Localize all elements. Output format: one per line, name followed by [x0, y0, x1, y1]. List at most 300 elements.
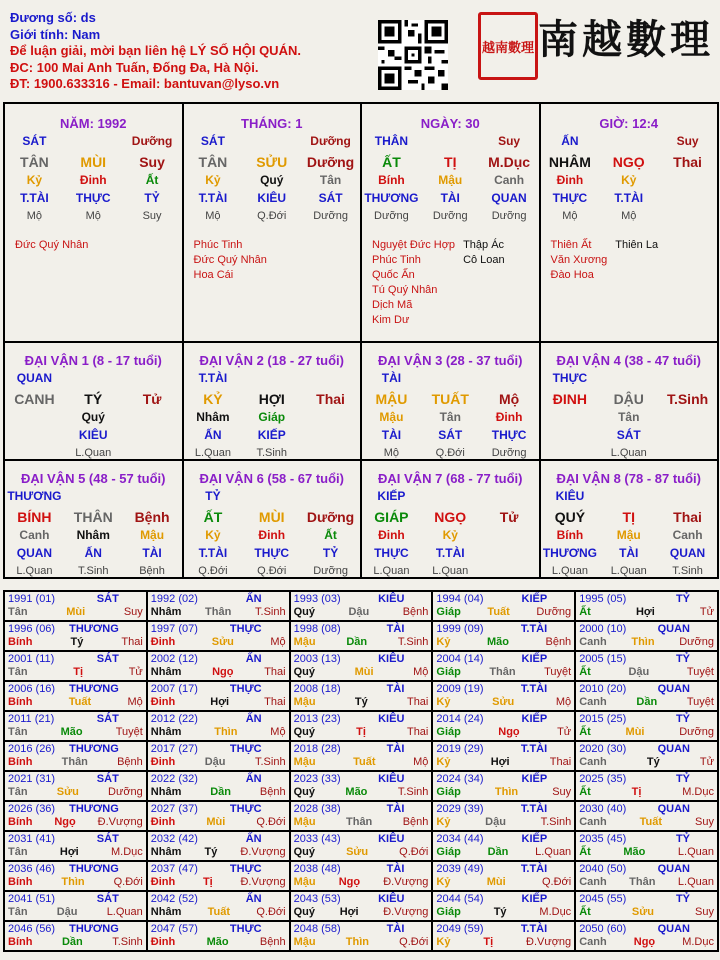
dai-van-row-hidden [541, 410, 718, 425]
year-cell[interactable] [290, 771, 433, 801]
year-line-2 [294, 846, 429, 859]
year-stem: Ất [579, 666, 591, 678]
year-cell[interactable] [432, 861, 575, 891]
year-stem: Tân [8, 846, 28, 858]
dai-van-top-2 [599, 489, 658, 504]
pillar-row-top [184, 134, 361, 149]
pillar-title: THÁNG: 1 [241, 116, 303, 131]
year-cell[interactable] [290, 681, 433, 711]
year-phase: Bệnh [117, 756, 143, 768]
year-line-1 [294, 593, 429, 606]
year-cell[interactable] [147, 891, 290, 921]
dai-van-top-2 [242, 489, 301, 504]
dai-van-hidden-3 [480, 528, 539, 543]
dai-van-hidden-2: Nhâm [76, 528, 110, 542]
dai-van-6 [183, 460, 362, 578]
year-god: TỶ [675, 653, 690, 665]
year-phase: T.Sinh [540, 816, 572, 828]
pillar-phase-1: Mộ [26, 210, 43, 222]
year-line-2 [151, 696, 286, 709]
dai-van-row-hidden [184, 528, 361, 543]
year-cell[interactable] [4, 741, 147, 771]
year-stem: Quý [293, 726, 315, 738]
pillar-top-1: ẤN [561, 134, 579, 148]
year-line-1 [151, 683, 286, 696]
year-phase: Q.Đới [113, 876, 143, 888]
year-cell[interactable] [4, 621, 147, 651]
year-god: TÀI [386, 743, 405, 755]
year-line-2 [436, 816, 571, 829]
year-label: 1999 (09) [436, 623, 484, 635]
year-cell[interactable] [432, 801, 575, 831]
year-line-2 [294, 756, 429, 769]
year-cell[interactable] [575, 771, 718, 801]
dai-van-title: ĐẠI VẬN 3 (28 - 37 tuổi) [378, 353, 523, 368]
year-god: THƯƠNG [69, 623, 119, 635]
year-label: 2004 (14) [436, 653, 484, 665]
dai-van-top-1: THỰC [552, 371, 588, 385]
year-line-1 [8, 803, 143, 816]
year-phase: Thai [406, 696, 429, 708]
year-label: 2007 (17) [150, 683, 198, 695]
dai-van-row-phase [184, 564, 361, 579]
year-cell[interactable] [4, 591, 147, 621]
year-stem: Mậu [293, 936, 316, 948]
year-branch: Sửu [346, 846, 369, 858]
year-line-2 [8, 906, 143, 919]
year-line-2 [579, 816, 714, 829]
year-cell[interactable] [575, 831, 718, 861]
year-cell[interactable] [575, 741, 718, 771]
year-cell[interactable] [290, 861, 433, 891]
dai-van-gods-2: SÁT [438, 428, 463, 442]
dai-van-row-phase [184, 446, 361, 461]
year-line-1 [294, 623, 429, 636]
dai-van-row-gods [5, 546, 182, 561]
year-label: 2037 (47) [150, 863, 198, 875]
year-branch: Dần [487, 846, 509, 858]
year-line-1 [436, 593, 571, 606]
year-god: ẤN [245, 893, 262, 905]
year-cell[interactable] [432, 831, 575, 861]
year-line-1 [436, 893, 571, 906]
dai-van-2 [183, 342, 362, 460]
year-cell[interactable] [575, 921, 718, 951]
year-cell[interactable] [575, 801, 718, 831]
year-phase: M.Dục [111, 846, 143, 858]
year-line-2 [579, 636, 714, 649]
year-line-1 [579, 803, 714, 816]
year-stem: Bính [8, 936, 33, 948]
year-cell[interactable] [575, 891, 718, 921]
year-cell[interactable] [290, 801, 433, 831]
year-label: 2041 (51) [8, 893, 56, 905]
pillar-row-stem [362, 155, 539, 170]
year-cell[interactable] [147, 681, 290, 711]
year-branch: Tị [73, 666, 84, 678]
year-branch: Mùi [486, 876, 506, 888]
year-line-2 [8, 756, 143, 769]
star: Nguyệt Đức Hợp [372, 239, 456, 251]
pillar-phase-1: Mộ [562, 210, 578, 222]
year-label: 2000 (10) [579, 623, 627, 635]
year-label: 1992 (02) [150, 593, 198, 605]
pillar-hidden-2: Kỷ [621, 173, 637, 187]
year-cell[interactable] [290, 591, 433, 621]
star: Thập Ác [463, 239, 505, 251]
dai-van-row-phase [541, 446, 718, 461]
star: Kim Dư [372, 314, 410, 326]
year-phase: Dưỡng [536, 606, 572, 618]
year-cell[interactable] [290, 651, 433, 681]
dai-van-1 [4, 342, 183, 460]
year-label: 2034 (44) [436, 833, 484, 845]
pillar-gods-2: TÀI [440, 191, 460, 205]
year-phase: Suy [695, 906, 714, 918]
pillar-gods-2: KIÊU [257, 191, 287, 205]
year-cell[interactable] [147, 831, 290, 861]
dai-van-gods-2: SÁT [616, 428, 641, 442]
pillar-stem-2: SỬU [256, 154, 288, 170]
dai-van-hidden-3: Canh [672, 528, 703, 542]
year-stem: Ất [579, 906, 591, 918]
year-stem: Kỷ [436, 756, 451, 768]
year-line-1 [436, 803, 571, 816]
year-cell[interactable] [147, 921, 290, 951]
year-stem: Ất [579, 726, 591, 738]
year-label: 2020 (30) [579, 743, 627, 755]
year-stem: Ất [579, 846, 591, 858]
year-label: 2006 (16) [8, 683, 56, 695]
year-cell[interactable] [432, 711, 575, 741]
year-cell[interactable] [432, 741, 575, 771]
year-line-2 [436, 666, 571, 679]
year-cell[interactable] [432, 591, 575, 621]
dai-van-stem-1: GIÁP [374, 509, 409, 525]
dai-van-4 [540, 342, 719, 460]
year-cell[interactable] [147, 861, 290, 891]
pillar-title: NGÀY: 30 [420, 116, 480, 131]
pillar-stem-3: Thai [673, 154, 702, 170]
year-branch: Dậu [628, 666, 650, 678]
year-cell[interactable] [4, 801, 147, 831]
dai-van-top-3 [658, 489, 717, 504]
year-label: 2008 (18) [293, 683, 341, 695]
year-cell[interactable] [290, 621, 433, 651]
pillar-stem-1: NHÂM [548, 154, 591, 170]
year-label: 2026 (36) [8, 803, 56, 815]
year-line-1 [436, 773, 571, 786]
year-cell[interactable] [432, 621, 575, 651]
year-label: 2002 (12) [150, 653, 198, 665]
year-cell[interactable] [4, 831, 147, 861]
year-cell[interactable] [290, 891, 433, 921]
year-line-1 [151, 863, 286, 876]
year-god: ẤN [245, 593, 262, 605]
bazi-chart [3, 102, 719, 579]
year-line-2 [294, 786, 429, 799]
pillar-gods-3: SÁT [318, 191, 343, 205]
year-stem: Canh [579, 936, 607, 948]
year-line-1 [8, 923, 143, 936]
year-branch: Mùi [625, 726, 645, 738]
year-cell[interactable] [147, 771, 290, 801]
year-god: TÀI [386, 623, 405, 635]
year-line-2 [294, 816, 429, 829]
dai-van-phase-1: L.Quan [551, 565, 588, 577]
year-phase: L.Quan [677, 876, 714, 888]
stars-col-1 [194, 238, 267, 283]
dai-van-hidden-2: Mậu [616, 528, 641, 542]
dai-van-top-1: THƯƠNG [7, 489, 62, 503]
year-cell[interactable] [4, 681, 147, 711]
year-cell[interactable] [147, 711, 290, 741]
pillar-row-phase [5, 209, 182, 224]
year-line-2 [436, 786, 571, 799]
year-cell[interactable] [147, 651, 290, 681]
year-line-2 [294, 726, 429, 739]
year-label: 2027 (37) [150, 803, 198, 815]
year-phase: M.Dục [682, 786, 714, 798]
dai-van-row-stem [5, 510, 182, 525]
year-label: 2023 (33) [293, 773, 341, 785]
star: Đào Hoa [550, 269, 594, 281]
year-line-1 [294, 653, 429, 666]
pillar-phase-3: Dưỡng [313, 210, 348, 222]
year-god: KIÊU [378, 593, 405, 605]
year-cell[interactable] [432, 681, 575, 711]
year-cell[interactable] [575, 711, 718, 741]
year-phase: Tử [128, 666, 143, 678]
dai-van-row-hidden [184, 410, 361, 425]
year-label: 1998 (08) [293, 623, 341, 635]
year-label: 2048 (58) [293, 923, 341, 935]
pillar-phase-3: Suy [142, 210, 162, 222]
year-line-2 [151, 816, 286, 829]
dai-van-hidden-3 [658, 410, 717, 425]
dai-van-gods-1: QUAN [16, 546, 53, 560]
year-branch: Tị [483, 936, 494, 948]
dai-van-top-3 [123, 371, 182, 386]
year-cell[interactable] [147, 591, 290, 621]
dai-van-gods-1: THƯƠNG [542, 546, 597, 560]
year-branch: Tị [356, 726, 366, 738]
year-line-2 [151, 936, 286, 949]
year-line-1 [579, 713, 714, 726]
year-stem: Bính [8, 636, 33, 648]
dai-van-title: ĐẠI VẬN 4 (38 - 47 tuổi) [556, 353, 701, 368]
site-logo [538, 8, 714, 65]
year-branch: Mùi [354, 666, 374, 678]
year-cell[interactable] [575, 591, 718, 621]
year-branch: Hợi [490, 756, 510, 768]
dai-van-hidden-2: Giáp [258, 410, 286, 424]
year-cell[interactable] [147, 741, 290, 771]
year-label: 2038 (48) [293, 863, 341, 875]
pillar-top-2 [421, 134, 480, 149]
dai-van-row-hidden [541, 528, 718, 543]
year-stem: Quý [293, 846, 315, 858]
year-god: KIẾP [521, 713, 548, 725]
year-line-2 [436, 846, 571, 859]
year-stem: Đinh [150, 756, 176, 768]
year-line-2 [151, 876, 286, 889]
dai-van-stem-1: ĐINH [552, 391, 588, 407]
dai-van-title: ĐẠI VẬN 2 (18 - 27 tuổi) [199, 353, 344, 368]
year-stem: Bính [8, 876, 33, 888]
year-cell[interactable] [290, 711, 433, 741]
dai-van-row-stem [5, 392, 182, 407]
year-label: 2029 (39) [436, 803, 484, 815]
stars-col-1 [551, 238, 608, 283]
year-label: 2033 (43) [293, 833, 341, 845]
year-line-2 [294, 906, 429, 919]
year-phase: Dưỡng [679, 636, 714, 648]
year-label: 2028 (38) [293, 803, 341, 815]
year-line-2 [579, 936, 714, 949]
dai-van-stem-3: Tử [142, 391, 162, 407]
year-branch: Mão [623, 846, 646, 858]
year-line-1 [436, 923, 571, 936]
dai-van-phase-1: Mộ [383, 447, 400, 459]
year-cell[interactable] [147, 801, 290, 831]
year-phase: T.Sinh [397, 636, 429, 648]
pillar-top-2 [242, 134, 301, 149]
dai-van-top-3 [123, 489, 182, 504]
dai-van-top-3 [480, 371, 539, 386]
year-line-1 [151, 623, 286, 636]
year-cell[interactable] [4, 771, 147, 801]
pillar-top-3: Dưỡng [131, 134, 173, 148]
year-line-2 [8, 786, 143, 799]
year-god: KIÊU [378, 653, 405, 665]
year-cell[interactable] [432, 651, 575, 681]
year-stem: Nhâm [150, 906, 182, 918]
year-line-1 [436, 863, 571, 876]
pillar-stars [362, 238, 539, 328]
year-line-2 [579, 756, 714, 769]
dai-van-top-3 [658, 371, 717, 386]
year-cell[interactable] [290, 831, 433, 861]
year-god: QUAN [657, 863, 690, 875]
dai-van-title: ĐẠI VẬN 8 (78 - 87 tuổi) [556, 471, 701, 486]
year-line-1 [151, 743, 286, 756]
year-line-2 [436, 696, 571, 709]
qr-code-icon [378, 20, 448, 90]
year-god: THƯƠNG [69, 803, 119, 815]
pillar-top-2 [599, 134, 658, 149]
year-line-2 [579, 726, 714, 739]
dai-van-row-phase [5, 564, 182, 579]
year-cell[interactable] [290, 921, 433, 951]
year-cell[interactable] [147, 621, 290, 651]
year-cell[interactable] [575, 621, 718, 651]
dai-van-row-hidden [362, 410, 539, 425]
pillar-row-stem [5, 155, 182, 170]
year-cell[interactable] [4, 651, 147, 681]
year-line-1 [8, 743, 143, 756]
year-cell[interactable] [4, 711, 147, 741]
year-line-2 [579, 666, 714, 679]
year-label: 2019 (29) [436, 743, 484, 755]
year-stem: Kỷ [436, 696, 451, 708]
dai-van-gods-3: TỶ [322, 546, 339, 560]
year-cell[interactable] [290, 741, 433, 771]
year-line-2 [579, 876, 714, 889]
dai-van-top [541, 371, 718, 386]
year-cell[interactable] [4, 891, 147, 921]
dai-van-stem-1: MẬU [375, 391, 408, 407]
pillar-stem-3: Dưỡng [306, 154, 355, 170]
pillar-hidden-2: Quý [260, 173, 284, 187]
dai-van-top [362, 371, 539, 386]
year-cell[interactable] [575, 651, 718, 681]
pillar-gods-1: T.TÀI [198, 191, 228, 205]
dai-van-stem-2: TÝ [84, 391, 103, 407]
dai-van-top-2 [421, 371, 480, 386]
year-line-1 [579, 893, 714, 906]
year-phase: Dưỡng [679, 726, 714, 738]
pillar-row-phase [362, 209, 539, 224]
year-cell[interactable] [575, 681, 718, 711]
year-cell[interactable] [432, 771, 575, 801]
year-phase: Mộ [413, 666, 429, 678]
year-cell[interactable] [4, 861, 147, 891]
year-cell[interactable] [432, 891, 575, 921]
pillar-stem-2: TỊ [444, 154, 457, 170]
year-god: TỶ [675, 893, 690, 905]
year-stem: Giáp [436, 726, 461, 738]
year-phase: Tử [557, 726, 572, 738]
year-branch: Hợi [339, 906, 359, 918]
pillar-phase-2: Dưỡng [432, 210, 468, 222]
year-line-2 [294, 936, 429, 949]
year-label: 2013 (23) [293, 713, 341, 725]
year-phase: T.Sinh [112, 936, 143, 948]
year-phase: Tuyệt [544, 666, 572, 678]
year-phase: Tử [699, 606, 714, 618]
year-branch: Hợi [59, 846, 79, 858]
year-line-2 [436, 636, 571, 649]
dai-van-phase-2: L.Quan [610, 447, 647, 459]
dai-van-row-stem [541, 510, 718, 525]
dai-van-row-stem [541, 392, 718, 407]
year-line-1 [294, 923, 429, 936]
year-god: QUAN [657, 623, 690, 635]
dai-van-top-3 [301, 489, 360, 504]
star: Tú Quý Nhân [372, 284, 438, 296]
year-line-2 [8, 936, 143, 949]
dai-van-top-3 [301, 371, 360, 386]
year-god: TỶ [675, 773, 690, 785]
year-cell[interactable] [4, 921, 147, 951]
year-cell[interactable] [432, 921, 575, 951]
year-label: 2050 (60) [579, 923, 627, 935]
year-god: THƯƠNG [69, 683, 119, 695]
year-line-2 [436, 756, 571, 769]
year-god: THỰC [229, 683, 262, 695]
year-label: 2016 (26) [8, 743, 56, 755]
annual-luck-table [3, 590, 719, 952]
year-line-1 [294, 893, 429, 906]
year-line-1 [151, 653, 286, 666]
year-phase: T.Sinh [255, 756, 286, 768]
year-stem: Giáp [436, 846, 461, 858]
year-cell[interactable] [575, 861, 718, 891]
dai-van-row-phase [362, 446, 539, 461]
year-phase: Mộ [270, 636, 286, 648]
year-phase: Đ.Vượng [97, 816, 143, 828]
